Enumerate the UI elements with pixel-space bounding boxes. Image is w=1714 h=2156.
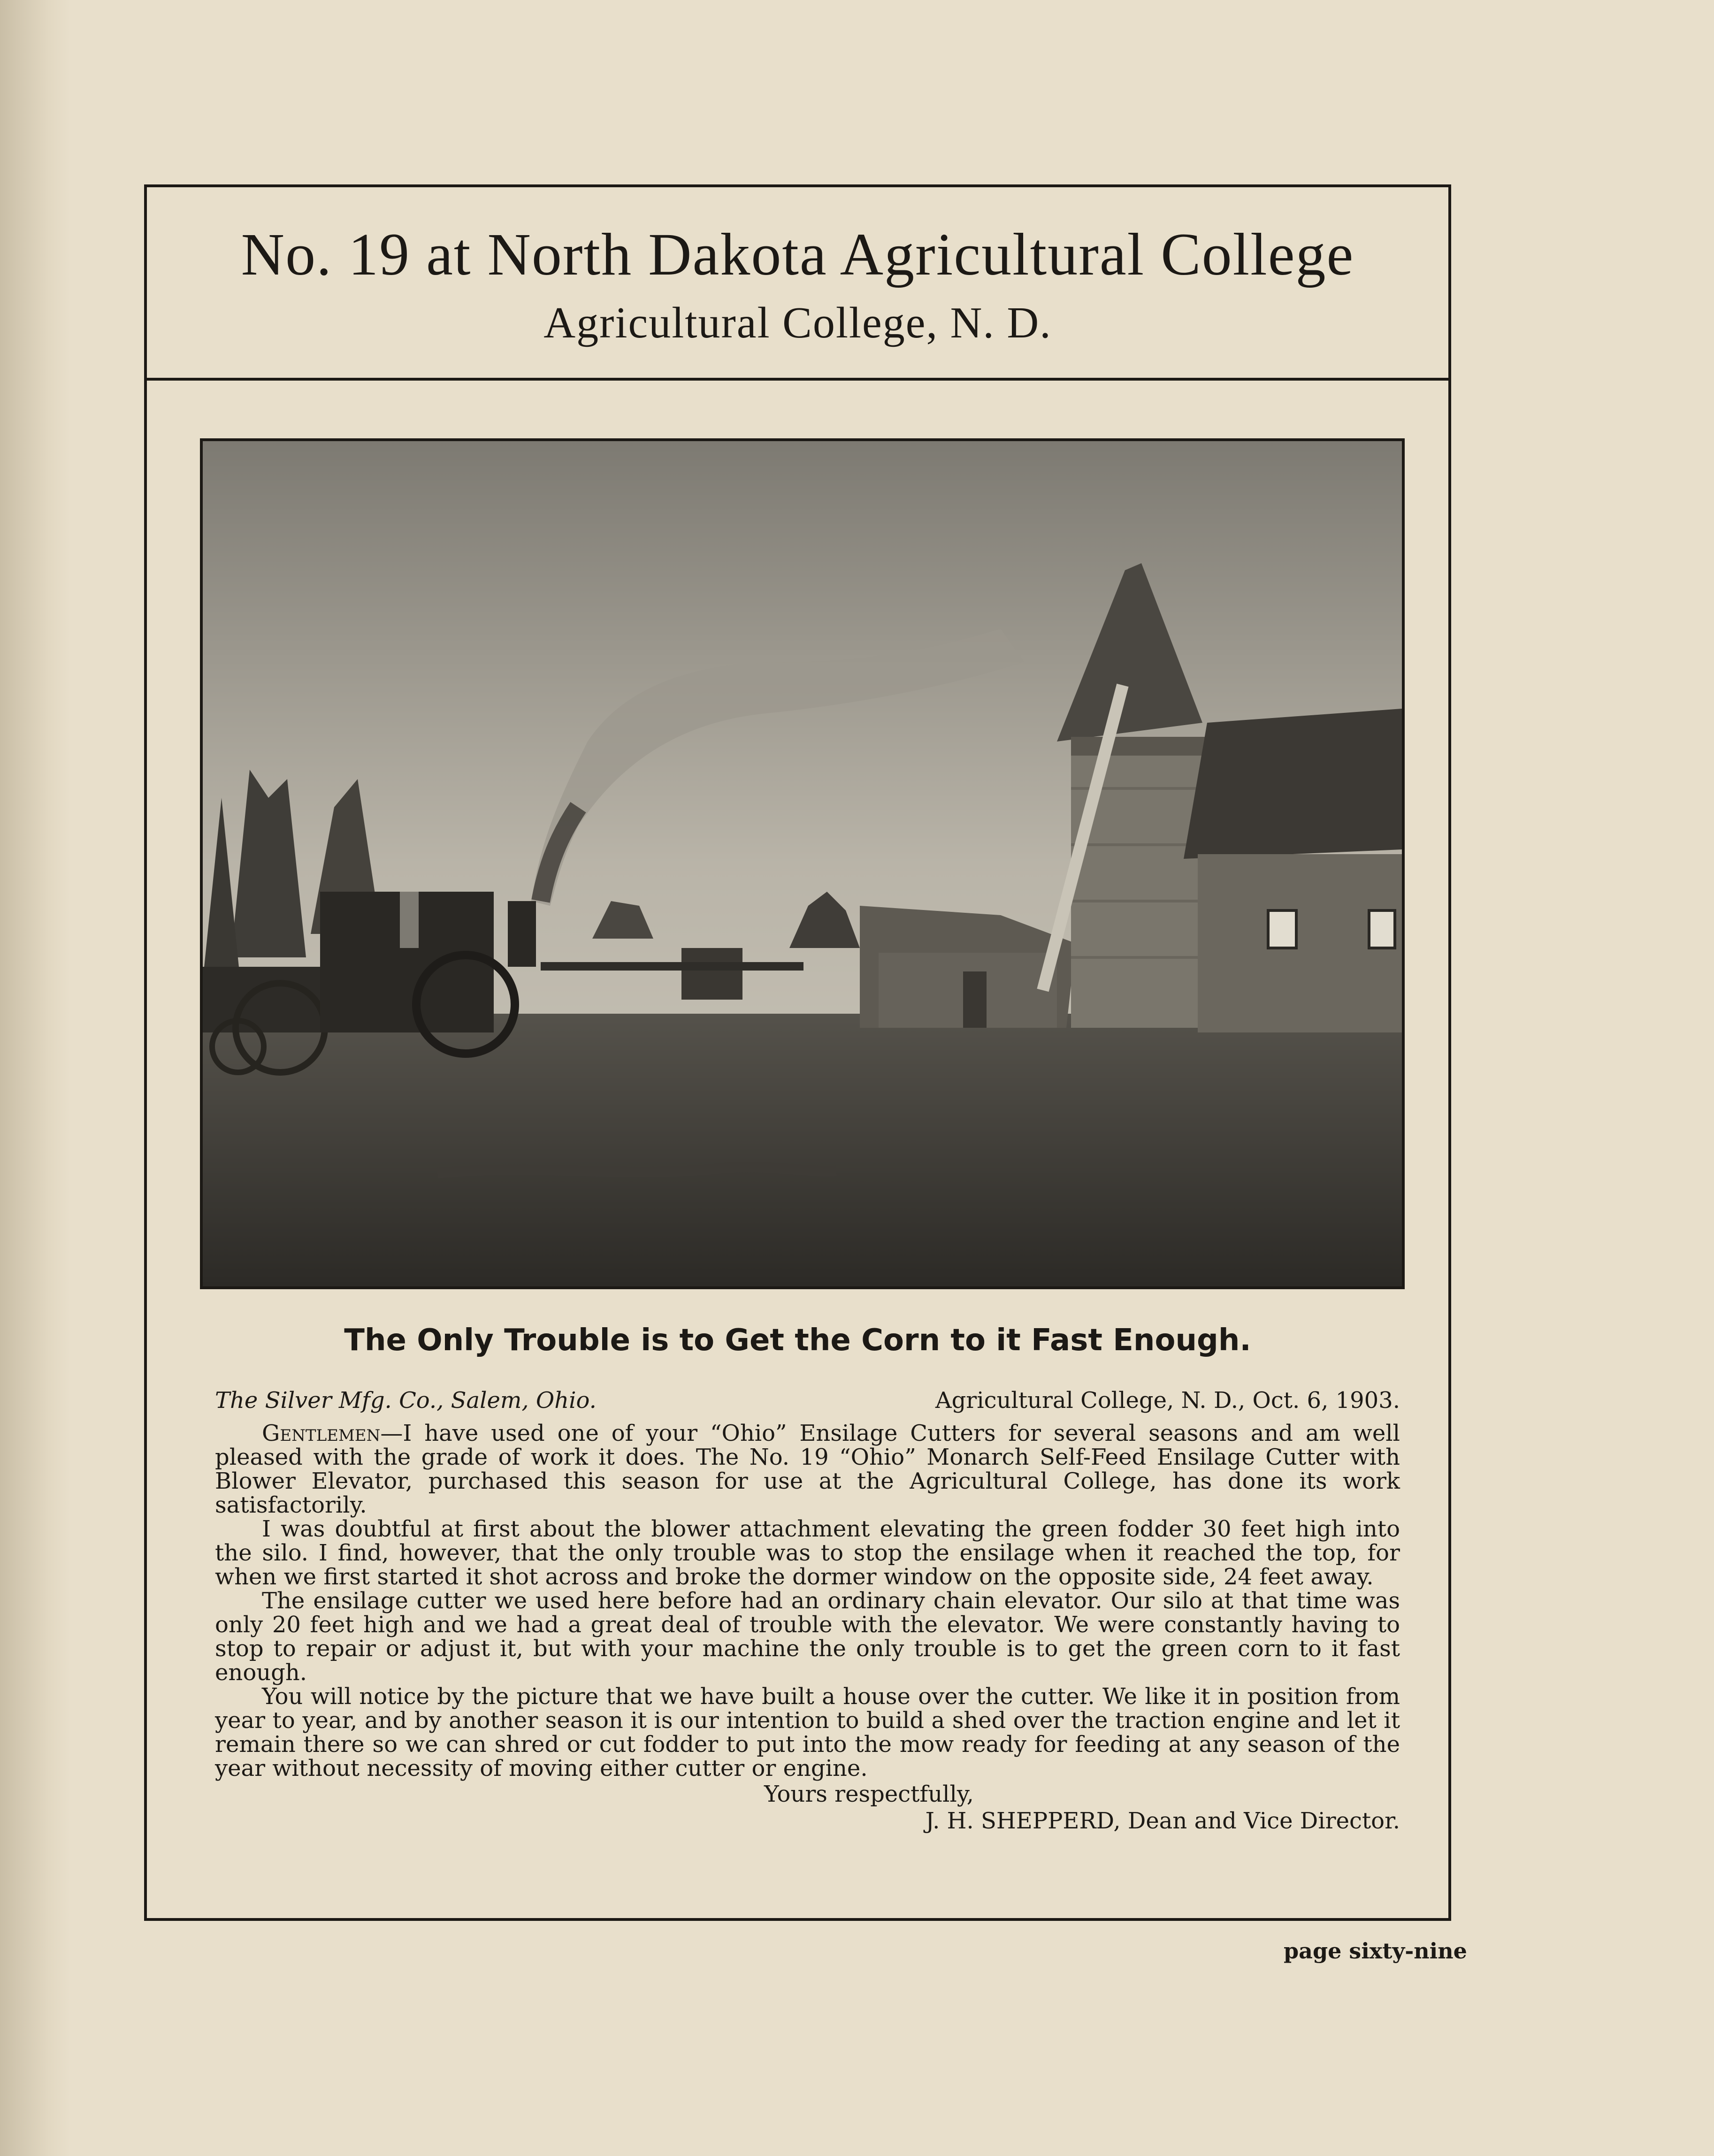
advertisement-subtitle: Agricultural College, N. D. bbox=[543, 298, 1052, 347]
letter-closing: Yours respectfully, bbox=[764, 1781, 974, 1807]
page-number: page sixty-nine bbox=[1284, 1938, 1467, 1964]
photo-caption: The Only Trouble is to Get the Corn to it Fast Enough. bbox=[344, 1323, 1251, 1358]
letter-paragraph: You will notice by the picture that we have built a house over the cutter. We like it in position from year to year, and by another season it is our intention to build a shed over the traction engine and let it remain there so we can shred or cut fodder to put into the mow ready for feeding at any season of the year without necessity of moving either cutter or engine. bbox=[215, 1683, 1400, 1781]
letter-heading bbox=[215, 1389, 1400, 1418]
letter-addressee: The Silver Mfg. Co., Salem, Ohio. bbox=[215, 1387, 597, 1414]
letter-dateline: Agricultural College, N. D., Oct. 6, 1903. bbox=[935, 1387, 1400, 1414]
advertisement-frame bbox=[144, 184, 1451, 1921]
advertisement-header bbox=[147, 187, 1448, 381]
letter-paragraph: I was doubtful at first about the blower attachment elevating the green fodder 30 feet high into the silo. I find, however, that the only trouble was to stop the ensilage when it reached the top, for when we first started it shot across and broke the dormer window on the opposite side, 24 feet away. bbox=[215, 1516, 1400, 1590]
testimonial-letter bbox=[215, 1389, 1400, 1833]
letter-paragraph: The ensilage cutter we used here before had an ordinary chain elevator. Our silo at that time was only 20 feet high and we had a great deal of trouble with the elevator. We were constantly having to stop to repair or adjust it, but with your machine the only trouble is to get the green corn to it fast enough. bbox=[215, 1588, 1400, 1686]
letter-paragraph-text: —I have used one of your “Ohio” Ensilage Cutters for several seasons and am well pleased with the grade of work it does. The No. 19 “Ohio” Monarch Self-Feed Ensilage Cutter with Blower Elevator, purchased this season for use at the Agricultural College, has done its work satisfactorily. bbox=[215, 1420, 1400, 1518]
page-gutter-shadow bbox=[0, 0, 70, 2156]
letter-paragraph bbox=[215, 1422, 1400, 1517]
letter-salutation: Gentlemen bbox=[262, 1420, 381, 1446]
farm-photograph bbox=[200, 438, 1405, 1289]
farm-photograph-illustration bbox=[203, 441, 1402, 1286]
advertisement-title: No. 19 at North Dakota Agricultural College bbox=[241, 221, 1354, 288]
letter-signature: J. H. SHEPPERD, Dean and Vice Director. bbox=[925, 1808, 1400, 1834]
